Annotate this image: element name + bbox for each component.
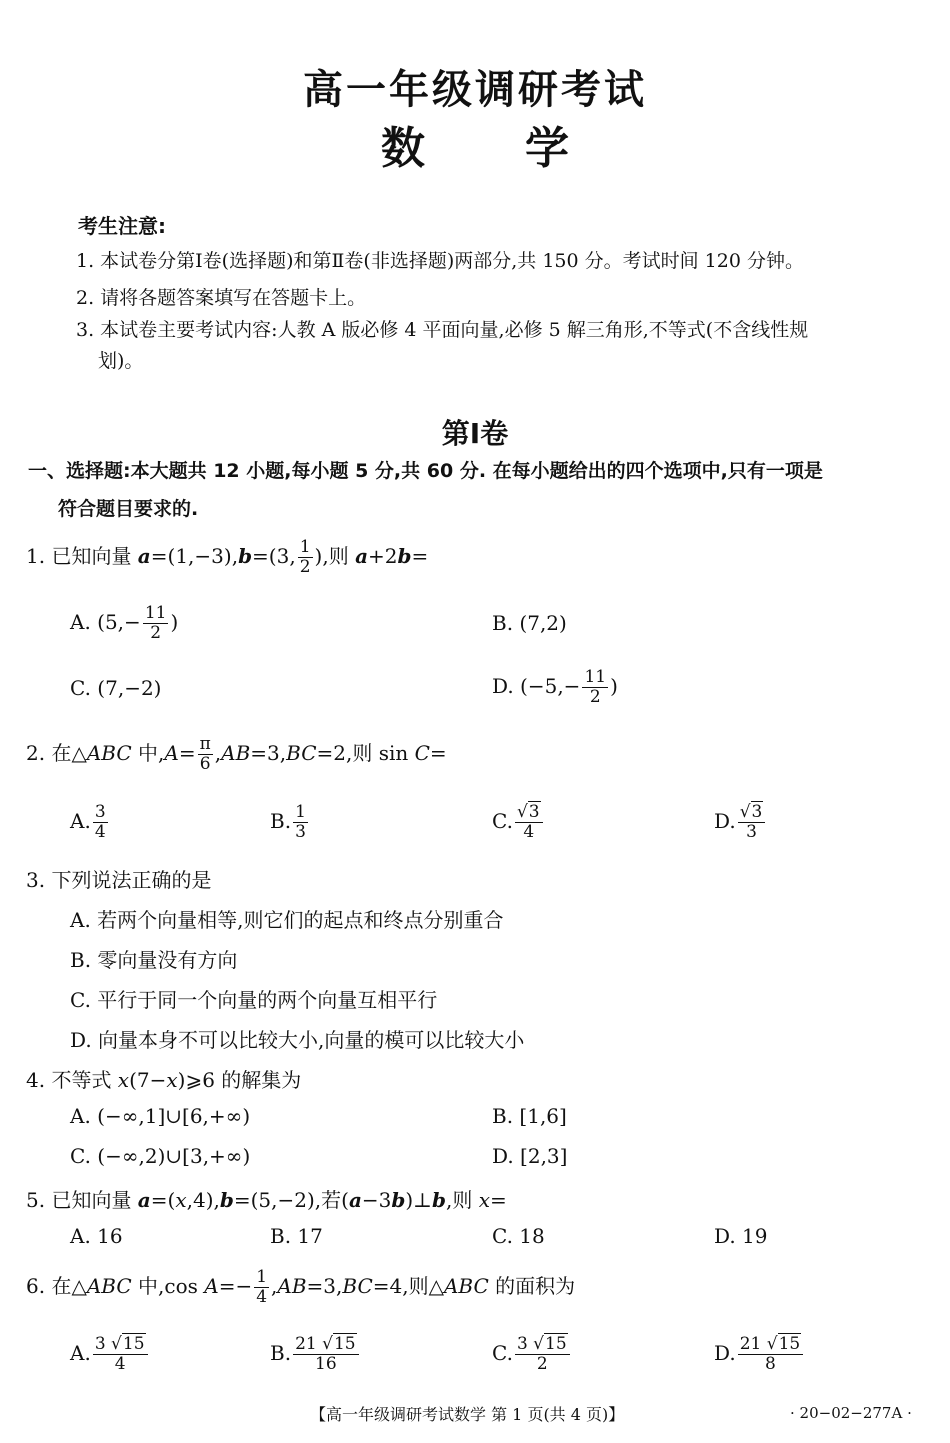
q6-option-c: C. $\frac{3 √15}{2}$ — [492, 1335, 572, 1374]
q3-option-d: D. 向量本身不可以比较大小,向量的模可以比较大小 — [70, 1028, 525, 1052]
exam-title: 高一年级调研考试 — [303, 67, 647, 113]
question-3-stem: 3. 下列说法正确的是 — [26, 868, 212, 892]
q3-option-a: A. 若两个向量相等,则它们的起点和终点分别重合 — [70, 908, 504, 932]
question-2-stem: 2. 在△ABC 中,A= $\frac{\pi}{6}$ ,AB=3,BC=2,则 sin C= — [26, 734, 447, 774]
subject-title: 数学 — [381, 123, 669, 174]
q2-option-a: A. $\frac{3}{4}$ — [70, 802, 106, 842]
notice-item-2: 2. 请将各题答案填写在答题卡上。 — [76, 287, 367, 309]
q1-option-b: B. (7,2) — [492, 611, 567, 635]
question-4-stem: 4. 不等式 x(7−x)⩾6 的解集为 — [26, 1068, 302, 1092]
q4-option-a: A. (−∞,1]∪[6,+∞) — [70, 1104, 251, 1128]
q5-option-b: B. 17 — [270, 1224, 323, 1248]
question-6-stem: 6. 在△ABC 中,cos A=− $\frac{1}{4}$ ,AB=3,BC=4,则△ABC 的面积为 — [26, 1267, 576, 1307]
notice-item-1: 1. 本试卷分第Ⅰ卷(选择题)和第Ⅱ卷(非选择题)两部分,共 150 分。考试时间 120 分钟。 — [76, 250, 804, 272]
q4-option-d: D. [2,3] — [492, 1144, 568, 1168]
q5-option-c: C. 18 — [492, 1224, 545, 1248]
q4-option-c: C. (−∞,2)∪[3,+∞) — [70, 1144, 251, 1168]
q1-option-a: A. (5,− $\frac{11}{2}$ ) — [70, 603, 179, 643]
question-5-stem: 5. 已知向量 a=(x,4),b=(5,−2),若(a−3b)⊥b,则 x= — [26, 1188, 507, 1212]
q5-option-a: A. 16 — [70, 1224, 123, 1248]
notice-item-3-line1: 3. 本试卷主要考试内容:人教 A 版必修 4 平面向量,必修 5 解三角形,不等式(不含线性规 — [76, 319, 809, 341]
q3-option-c: C. 平行于同一个向量的两个向量互相平行 — [70, 988, 438, 1012]
q2-option-b: B. $\frac{1}{3}$ — [270, 802, 306, 842]
fraction: $\frac{1}{2}$ — [299, 537, 311, 577]
q6-option-a: A. $\frac{3 √15}{4}$ — [70, 1335, 150, 1374]
q3-option-b: B. 零向量没有方向 — [70, 948, 238, 972]
q2-option-d: D. $\frac{√3}{3}$ — [714, 803, 767, 842]
q2-option-c: C. $\frac{√3}{4}$ — [492, 803, 545, 842]
q5-option-d: D. 19 — [714, 1224, 768, 1248]
q6-option-d: D. $\frac{21 √15}{8}$ — [714, 1335, 805, 1374]
section-line-2: 符合题目要求的. — [58, 498, 199, 520]
q4-option-b: B. [1,6] — [492, 1104, 567, 1128]
q1-option-d: D. (−5,− $\frac{11}{2}$ ) — [492, 667, 618, 707]
q1-option-c: C. (7,−2) — [70, 676, 162, 700]
volume-heading: 第Ⅰ卷 — [441, 417, 509, 450]
notice-heading: 考生注意: — [78, 214, 166, 238]
notice-item-3 — [76, 315, 928, 377]
notice-item-3-line2: 划)。 — [98, 350, 144, 372]
page-footer: 【高一年级调研考试数学 第 1 页(共 4 页)】 — [310, 1405, 625, 1424]
section-instructions — [28, 452, 928, 528]
exam-code: · 20−02−277A · — [790, 1404, 912, 1422]
q6-option-b: B. $\frac{21 √15}{16}$ — [270, 1335, 361, 1374]
section-line-1: 一、选择题:本大题共 12 小题,每小题 5 分,共 60 分. 在每小题给出的四个选项中,只有一项是 — [28, 460, 823, 482]
question-1-stem: 1. 已知向量 a=(1,−3),b=(3, $\frac{1}{2}$ ),则 a+2b= — [26, 537, 429, 577]
